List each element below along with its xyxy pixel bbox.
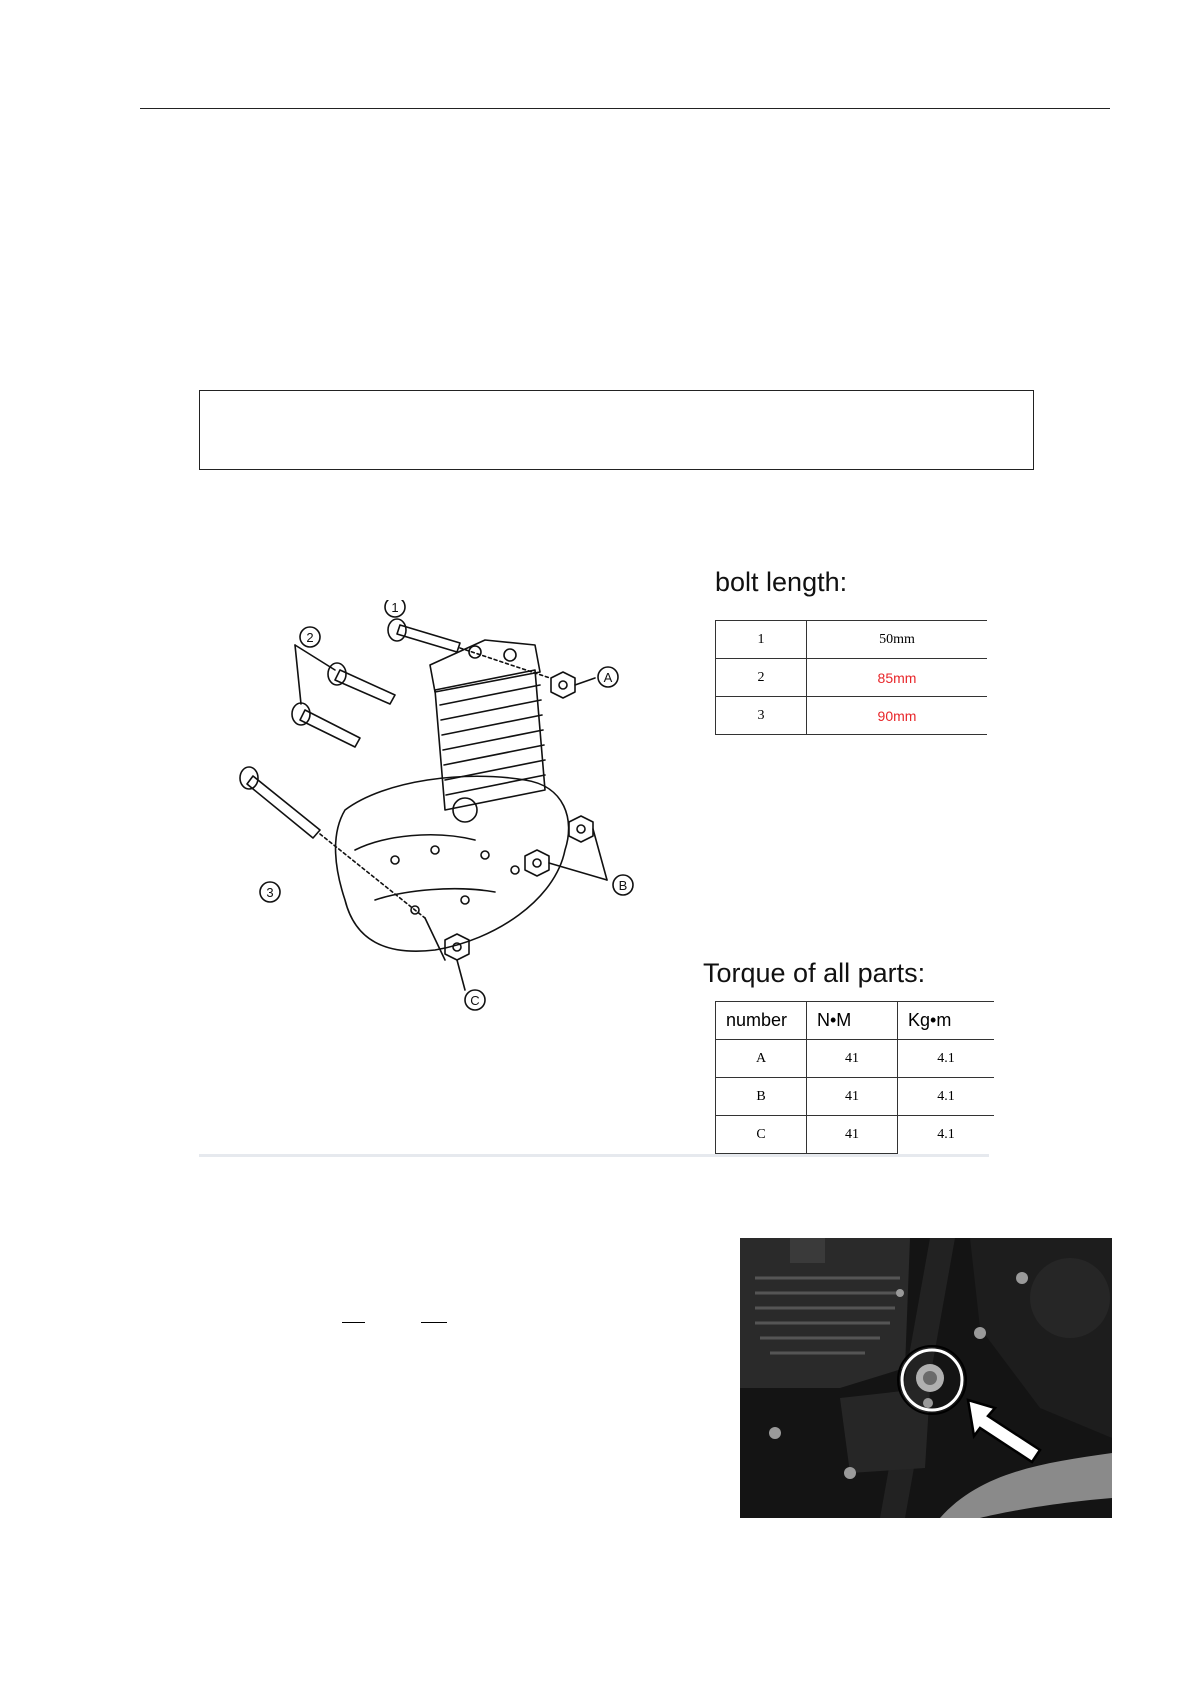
bolt-length-table <box>715 620 987 735</box>
bolt-length-value: 50mm <box>807 621 988 659</box>
nut-b-lower <box>525 850 549 876</box>
label-bolt-1: 1 <box>391 600 399 615</box>
bolt-length-value: 90mm <box>807 697 988 735</box>
torque-table <box>715 1001 994 1154</box>
bolt-3 <box>247 776 320 838</box>
table-row <box>716 1116 995 1154</box>
blank-underline <box>342 1322 365 1323</box>
table-row <box>716 1078 995 1116</box>
table-row <box>716 697 988 735</box>
header-nm: N•M <box>807 1002 898 1040</box>
label-bolt-3: 3 <box>266 885 274 900</box>
torque-nm: 41 <box>807 1040 898 1078</box>
header-number: number <box>716 1002 807 1040</box>
label-bolt-2: 2 <box>306 630 314 645</box>
header-kgm: Kg•m <box>898 1002 995 1040</box>
bolt-length-title: bolt length: <box>715 567 848 597</box>
label-nut-a: A <box>603 670 613 685</box>
table-row <box>716 659 988 697</box>
part-letter: A <box>716 1040 807 1078</box>
cylinder-fins <box>435 670 545 810</box>
nut-b-upper <box>569 816 593 842</box>
torque-kgm: 4.1 <box>898 1116 995 1154</box>
blank-underline <box>421 1322 447 1323</box>
section-divider <box>199 1154 989 1157</box>
engine-mount-diagram <box>235 600 695 1070</box>
bolt-length-value: 85mm <box>807 659 988 697</box>
bolt-number: 1 <box>716 621 807 659</box>
part-letter: B <box>716 1078 807 1116</box>
part-letter: C <box>716 1116 807 1154</box>
torque-title: Torque of all parts: <box>703 958 926 988</box>
engine-mount-photo <box>740 1238 1112 1518</box>
bolt-number: 2 <box>716 659 807 697</box>
label-nut-b: B <box>618 878 628 893</box>
torque-kgm: 4.1 <box>898 1078 995 1116</box>
torque-kgm: 4.1 <box>898 1040 995 1078</box>
table-row <box>716 621 988 659</box>
bolt-2-lower <box>300 710 360 747</box>
bolt-number: 3 <box>716 697 807 735</box>
header-rule <box>140 108 1110 109</box>
bolt-2-upper <box>335 670 395 704</box>
label-nut-c: C <box>470 993 480 1008</box>
cylinder-head <box>430 640 540 692</box>
table-header-row <box>716 1002 995 1040</box>
nut-a <box>551 672 575 698</box>
torque-nm: 41 <box>807 1078 898 1116</box>
torque-nm: 41 <box>807 1116 898 1154</box>
note-box <box>199 390 1034 470</box>
table-row <box>716 1040 995 1078</box>
